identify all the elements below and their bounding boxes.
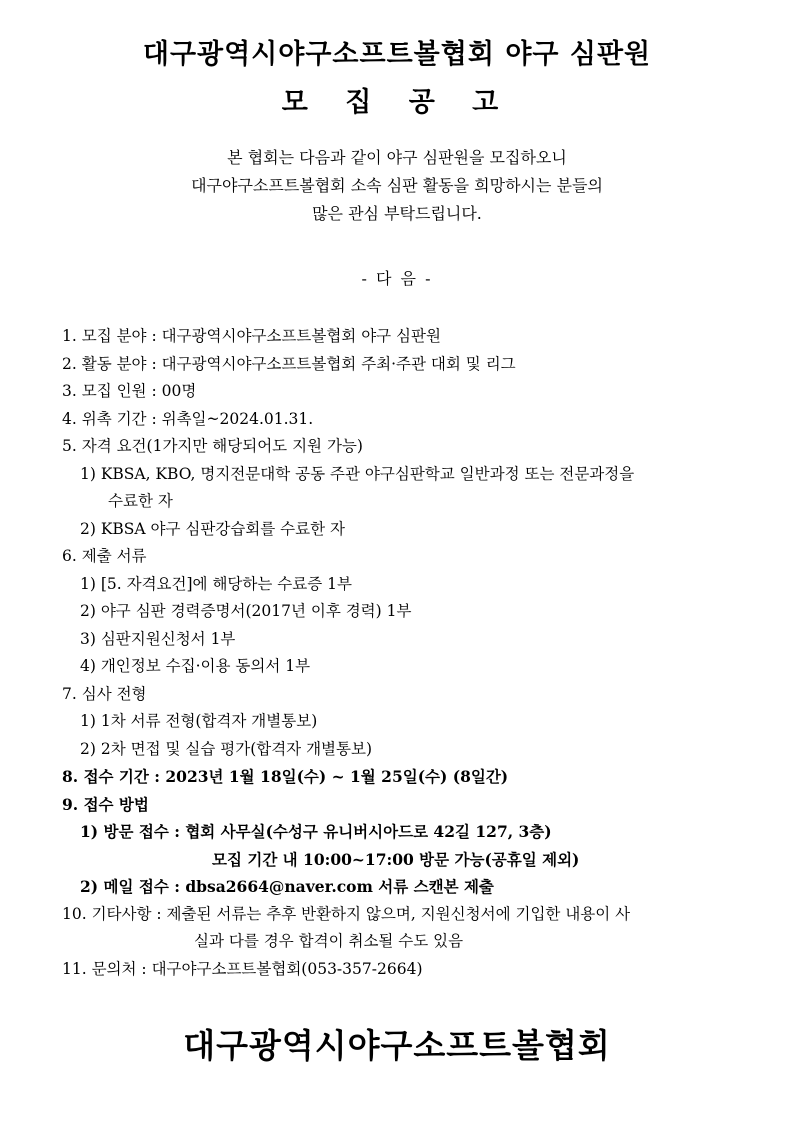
sub-item: 2) 야구 심판 경력증명서(2017년 이후 경력) 1부 — [80, 602, 412, 620]
item-other-notes-continued: 실과 다를 경우 합격이 취소될 수도 있음 — [194, 932, 464, 950]
item-qualifications: 5. 자격 요건(1가지만 해당되어도 지원 가능) — [62, 437, 363, 455]
sub-item-visit: 1) 방문 접수 : 협회 사무실(수성구 유니버시아드로 42길 127, 3층) — [80, 822, 552, 841]
organization-name: 대구광역시야구소프트볼협회 — [183, 1026, 611, 1065]
intro-line: 대구야구소프트볼협회 소속 심판 활동을 희망하시는 분들의 — [191, 176, 603, 195]
item-application-period: 8. 접수 기간 : 2023년 1월 18일(수) ~ 1월 25일(수) (8일간) — [62, 767, 509, 786]
item-contact: 11. 문의처 : 대구야구소프트볼협회(053-357-2664) — [62, 959, 423, 978]
item-application-method: 9. 접수 방법 — [62, 794, 149, 814]
sub-item: 3) 심판지원신청서 1부 — [80, 629, 236, 648]
intro-line: 본 협회는 다음과 같이 야구 심판원을 모집하오니 — [227, 148, 567, 167]
item-other-notes: 10. 기타사항 : 제출된 서류는 추후 반환하지 않으며, 지원신청서에 기입한 내용이 사 — [62, 904, 631, 923]
sub-item: 1) [5. 자격요건]에 해당하는 수료증 1부 — [80, 574, 352, 593]
item-term: 4. 위촉 기간 : 위촉일~2024.01.31. — [62, 409, 314, 428]
sub-item-continued: 수료한 자 — [108, 492, 173, 510]
sub-item-visit-hours: 모집 기간 내 10:00~17:00 방문 가능(공휴일 제외) — [212, 849, 580, 869]
intro-paragraph — [0, 144, 794, 228]
item-activity-field: 2. 활동 분야 : 대구광역시야구소프트볼협회 주최·주관 대회 및 리그 — [62, 354, 516, 373]
section-heading: - 다 음 - — [361, 269, 433, 288]
sub-item-email: 2) 메일 접수 : dbsa2664@naver.com 서류 스캔본 제출 — [80, 877, 494, 896]
item-recruit-count: 3. 모집 인원 : 00명 — [62, 382, 197, 400]
sub-item: 4) 개인정보 수집·이용 동의서 1부 — [80, 657, 311, 675]
item-list — [62, 323, 762, 983]
sub-item: 2) 2차 면접 및 실습 평가(합격자 개별통보) — [80, 739, 373, 758]
sub-item: 1) 1차 서류 전형(합격자 개별통보) — [80, 712, 318, 730]
intro-line: 많은 관심 부탁드립니다. — [312, 204, 482, 223]
notice-subtitle: 모 집 공 고 — [281, 87, 513, 118]
sub-item: 1) KBSA, KBO, 명지전문대학 공동 주관 야구심판학교 일반과정 또는 전문과정을 — [80, 464, 635, 483]
sub-item: 2) KBSA 야구 심판강습회를 수료한 자 — [80, 519, 346, 538]
item-screening: 7. 심사 전형 — [62, 684, 147, 703]
item-documents: 6. 제출 서류 — [62, 547, 147, 565]
notice-title: 대구광역시야구소프트볼협회 야구 심판원 — [142, 39, 652, 70]
item-recruit-field: 1. 모집 분야 : 대구광역시야구소프트볼협회 야구 심판원 — [62, 327, 441, 345]
